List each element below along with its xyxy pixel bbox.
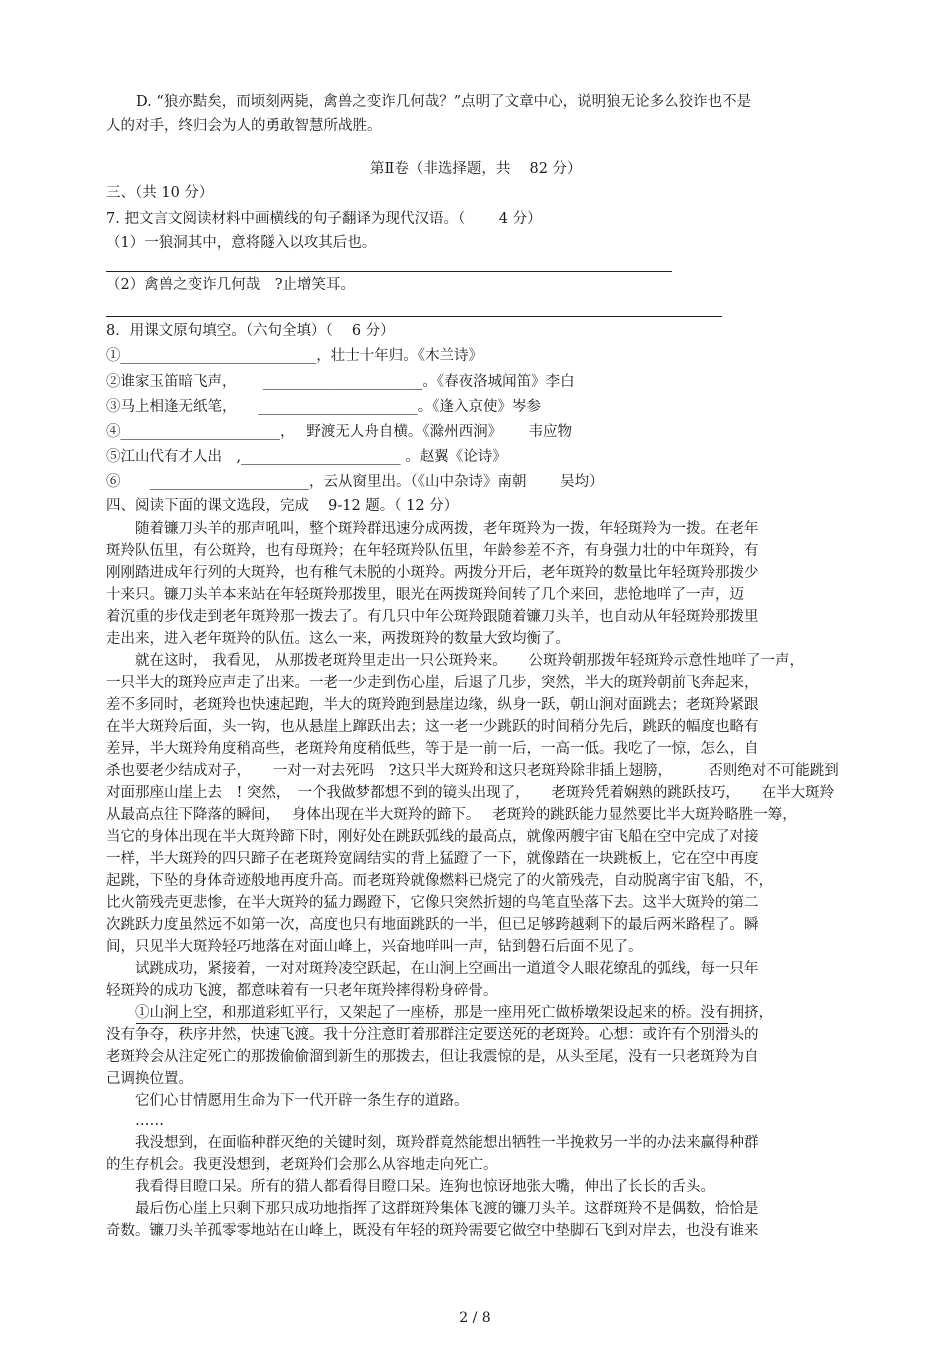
passage-line: 斑羚队伍里，有公斑羚，也有母斑羚；在年轻斑羚队伍里，年龄参差不齐，有身强力壮的中年斑羚，有 — [106, 543, 759, 559]
passage-line: 刚刚踏进成年行列的大斑羚，也有稚气未脱的小斑羚。两拨分开后，老年斑羚的数量比年轻斑羚那拨少 — [106, 565, 759, 581]
section4-heading: 四、阅读下面的课文选段，完成 9-12 题。（ 12 分） — [106, 498, 459, 514]
passage-line: 对面那座山崖上去 ! 突然， 一个我做梦都想不到的镜头出现了， 老斑羚凭着娴熟的跳跃技巧， 在半大斑羚 — [106, 785, 835, 801]
passage-line: 没有争夺，秩序井然，快速飞渡。我十分注意盯着那群注定要送死的老斑羚。心想：或许有个别滑头的 — [106, 1027, 759, 1043]
passage-line: 最后伤心崖上只剩下那只成功地指挥了这群斑羚集体飞渡的镰刀头羊。这群斑羚不是偶数，恰恰是 — [106, 1201, 759, 1217]
answer-line — [106, 271, 672, 272]
passage-line: 杀也要老少结成对子， 一对一对去死吗 ?这只半大斑羚和这只老斑羚除非插上翅膀， 否则绝对不可能跳到 — [106, 763, 839, 779]
underline-marker — [136, 1023, 728, 1024]
passage-line: 当它的身体出现在半大斑羚蹄下时，刚好处在跳跃弧线的最高点，就像两艘宇宙飞船在空中完成了对接 — [106, 829, 759, 845]
passage-line: 轻斑羚的成功飞渡，都意味着有一只老年斑羚摔得粉身碎骨。 — [106, 983, 498, 999]
page-number: 2 / 8 — [459, 1310, 491, 1326]
passage-line: 随着镰刀头羊的那声吼叫，整个斑羚群迅速分成两拨，老年斑羚为一拨，年轻斑羚为一拨。在老年 — [106, 521, 759, 537]
q8-prompt: 8．用课文原句填空。（六句全填）（ 6 分） — [106, 323, 395, 339]
passage-line: 就在这时， 我看见， 从那拨老斑羚里走出一只公斑羚来。 公斑羚朝那拨年轻斑羚示意性地咩了一声， — [106, 653, 804, 669]
passage-line-underlined: ①山涧上空，和那道彩虹平行，又架起了一座桥，那是一座用死亡做桥墩架设起来的桥。没有拥挤， — [106, 1005, 773, 1021]
passage-line: 在半大斑羚后面，头一钩，也从悬崖上蹿跃出去；这一老一少跳跃的时间稍分先后，跳跃的幅度也略有 — [106, 719, 759, 735]
passage-line: 己调换位置。 — [106, 1071, 193, 1087]
passage-line: 一只半大的斑羚应声走了出来。一老一少走到伤心崖，后退了几步，突然，半大的斑羚朝前飞奔起来， — [106, 675, 759, 691]
passage-line: 着沉重的步伐走到老年斑羚那一拨去了。有几只中年公斑羚跟随着镰刀头羊，也自动从年轻斑羚那拨里 — [106, 609, 759, 625]
passage-line: 我看得目瞪口呆。所有的猎人都看得目瞪口呆。连狗也惊讶地张大嘴，伸出了长长的舌头。 — [106, 1179, 715, 1195]
passage-line: 老斑羚会从注定死亡的那拨偷偷溜到新生的那拨去，但让我震惊的是，从头至尾，没有一只老斑羚为自 — [106, 1049, 759, 1065]
passage-line: 间，只见半大斑羚轻巧地落在对面山峰上，兴奋地咩叫一声，钻到磐石后面不见了。 — [106, 939, 643, 955]
passage-line: 一样，半大斑羚的四只蹄子在老斑羚宽阔结实的背上猛蹬了一下，就像踏在一块跳板上，它在空中再度 — [106, 851, 759, 867]
passage-line: 次跳跃力度虽然远不如第一次，高度也只有地面跳跃的一半，但已足够跨越剩下的最后两米路程了。瞬 — [106, 917, 759, 933]
passage-line: 它们心甘情愿用生命为下一代开辟一条生存的道路。 — [106, 1093, 469, 1109]
part2-title: 第Ⅱ卷（非选择题，共 82 分） — [370, 161, 582, 177]
q7-item2: （2）禽兽之变诈几何哉 ?止增笑耳。 — [106, 277, 355, 293]
option-d-line-2: 人的对手，终归会为人的勇敢智慧所战胜。 — [106, 118, 382, 134]
passage-line: 奇数。镰刀头羊孤零零地站在山峰上，既没有年轻的斑羚需要它做空中垫脚石飞到对岸去，也没有谁来 — [106, 1223, 759, 1239]
q8-blank-3: ③马上相逢无纸笔， ______________________。《逢入京使》岑参 — [106, 399, 541, 415]
answer-line — [106, 316, 722, 317]
q8-blank-6: ⑥ ______________________，云从窗里出。（《山中杂诗》南朝 吴均） — [106, 474, 604, 490]
passage-line: 起跳，下坠的身体奇迹般地再度升高。而老斑羚就像燃料已烧完了的火箭残壳，自动脱离宇宙飞船，不， — [106, 873, 773, 889]
q8-blank-1: ①___________________________，壮士十年归。《木兰诗》 — [106, 348, 483, 364]
q7-prompt: 7. 把文言文阅读材料中画横线的句子翻译为现代汉语。（ 4 分） — [106, 211, 542, 227]
q7-item1: （1）一狼洞其中，意将隧入以攻其后也。 — [106, 235, 377, 251]
passage-line: 差不多同时，老斑羚也快速起跑，半大的斑羚跑到悬崖边缘，纵身一跃，朝山涧对面跳去；老斑羚紧跟 — [106, 697, 759, 713]
q8-blank-2: ②谁家玉笛暗飞声， ______________________。《春夜洛城闻笛》李白 — [106, 374, 575, 390]
section3-heading: 三、（共 10 分） — [106, 185, 214, 201]
q8-blank-5: ⑤江山代有才人出 ,______________________ 。赵翼《论诗》 — [106, 449, 507, 465]
passage-line: 的生存机会。我更没想到，老斑羚们会那么从容地走向死亡。 — [106, 1157, 498, 1173]
passage-line: 我没想到，在面临种群灭绝的关键时刻，斑羚群竟然能想出牺牲一半挽救另一半的办法来赢得种群 — [106, 1135, 759, 1151]
passage-line: 比火箭残壳更悲惨，在半大斑羚的猛力踢蹬下，它像只突然折翅的鸟笔直坠落下去。这半大斑羚的第二 — [106, 895, 759, 911]
option-d-line-1: D. “狼亦黠矣，而顷刻两毙，禽兽之变诈几何哉？”点明了文章中心，说明狼无论多么狡诈也不是 — [136, 94, 752, 110]
passage-line: …… — [106, 1113, 164, 1129]
passage-line: 十来只。镰刀头羊本来站在年轻斑羚那拨里，眼光在两拨斑羚间转了几个来回，悲怆地咩了一声，迈 — [106, 587, 744, 603]
passage-line: 从最高点往下降落的瞬间， 身体出现在半大斑羚的蹄下。 老斑羚的跳跃能力显然要比半大斑羚略胜一筹， — [106, 807, 797, 823]
q8-blank-4: ④______________________， 野渡无人舟自横。《滁州西涧》 韦应物 — [106, 424, 572, 440]
passage-line: 试跳成功，紧接着，一对对斑羚凌空跃起，在山涧上空画出一道道令人眼花缭乱的弧线，每一只年 — [106, 961, 759, 977]
passage-line: 差异，半大斑羚角度稍高些，老斑羚角度稍低些，等于是一前一后，一高一低。我吃了一惊，怎么，自 — [106, 741, 759, 757]
passage-line: 走出来，进入老年斑羚的队伍。这么一来，两拨斑羚的数量大致均衡了。 — [106, 631, 570, 647]
